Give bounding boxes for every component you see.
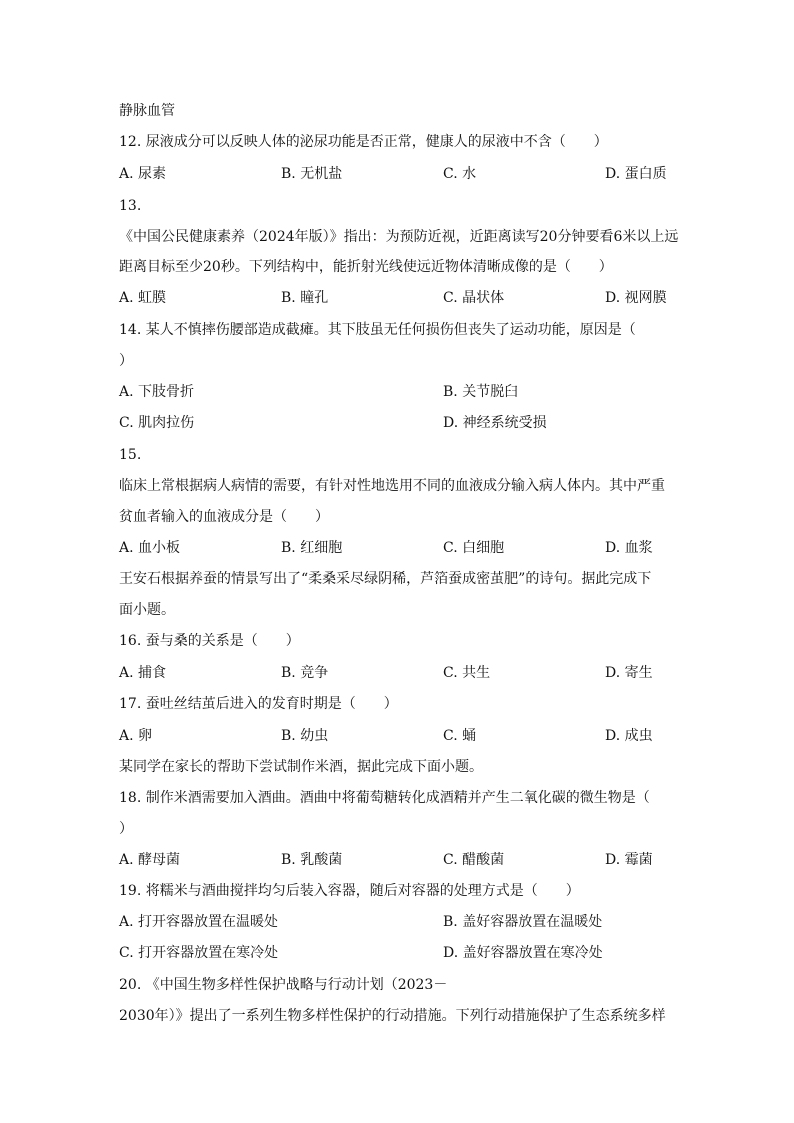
question-14-stem-line2: ） xyxy=(119,353,133,369)
question-17-stem: 17. 蚕吐丝结茧后进入的发育时期是（ ） xyxy=(119,696,398,712)
question-14-stem-line1: 14. 某人不慎摔伤腰部造成截瘫。其下肢虽无任何损伤但丧失了运动功能，原因是（ xyxy=(119,322,636,338)
q13-option-d[interactable]: D. 视网膜 xyxy=(605,290,667,306)
q17-option-a[interactable]: A. 卵 xyxy=(119,728,153,744)
q19-option-d[interactable]: D. 盖好容器放置在寒冷处 xyxy=(443,945,603,961)
passage-rice-wine: 某同学在家长的帮助下尝试制作米酒，据此完成下面小题。 xyxy=(119,759,483,775)
q18-option-c[interactable]: C. 醋酸菌 xyxy=(443,852,505,868)
q13-option-a[interactable]: A. 虹膜 xyxy=(119,290,167,306)
q16-option-d[interactable]: D. 寄生 xyxy=(605,665,653,681)
question-15-number: 15. xyxy=(119,447,142,463)
question-16-stem: 16. 蚕与桑的关系是（ ） xyxy=(119,633,300,649)
question-13-stem-line2: 距离目标至少20秒。下列结构中，能折射光线使远近物体清晰成像的是（ ） xyxy=(119,259,613,275)
q16-option-a[interactable]: A. 捕食 xyxy=(119,665,167,681)
question-18-stem-line2: ） xyxy=(119,821,133,837)
q14-option-b[interactable]: B. 关节脱臼 xyxy=(443,384,519,400)
q12-option-d[interactable]: D. 蛋白质 xyxy=(605,166,667,182)
q18-option-a[interactable]: A. 酵母菌 xyxy=(119,852,181,868)
q15-option-b[interactable]: B. 红细胞 xyxy=(281,540,343,556)
q14-option-a[interactable]: A. 下肢骨折 xyxy=(119,384,195,400)
passage-silkworm-line1: 王安石根据养蚕的情景写出了“柔桑采尽绿阴稀，芦箔蚕成密茧肥”的诗句。据此完成下 xyxy=(119,571,652,587)
q15-option-d[interactable]: D. 血浆 xyxy=(605,540,653,556)
q14-option-c[interactable]: C. 肌肉拉伤 xyxy=(119,415,195,431)
q12-option-a[interactable]: A. 尿素 xyxy=(119,166,167,182)
question-13-number: 13. xyxy=(119,198,142,214)
q12-option-b[interactable]: B. 无机盐 xyxy=(281,166,343,182)
q16-option-b[interactable]: B. 竞争 xyxy=(281,665,329,681)
q19-option-c[interactable]: C. 打开容器放置在寒冷处 xyxy=(119,945,279,961)
q16-option-c[interactable]: C. 共生 xyxy=(443,665,491,681)
q17-option-c[interactable]: C. 蛹 xyxy=(443,728,477,744)
question-15-stem-line1: 临床上常根据病人病情的需要，有针对性地选用不同的血液成分输入病人体内。其中严重 xyxy=(119,478,665,494)
q13-option-c[interactable]: C. 晶状体 xyxy=(443,290,505,306)
q18-option-d[interactable]: D. 霉菌 xyxy=(605,852,653,868)
q19-option-a[interactable]: A. 打开容器放置在温暖处 xyxy=(119,914,279,930)
q18-option-b[interactable]: B. 乳酸菌 xyxy=(281,852,343,868)
passage-silkworm-line2: 面小题。 xyxy=(119,602,175,618)
q19-option-b[interactable]: B. 盖好容器放置在温暖处 xyxy=(443,914,603,930)
q14-option-d[interactable]: D. 神经系统受损 xyxy=(443,415,547,431)
question-19-stem: 19. 将糯米与酒曲搅拌均匀后装入容器，随后对容器的处理方式是（ ） xyxy=(119,883,580,899)
question-13-stem-line1: 《中国公民健康素养（2024年版）》指出：为预防近视，近距离读写20分钟要看6米以上远 xyxy=(119,229,679,245)
q12-option-c[interactable]: C. 水 xyxy=(443,166,477,182)
q17-option-d[interactable]: D. 成虫 xyxy=(605,728,653,744)
question-12-stem: 12. 尿液成分可以反映人体的泌尿功能是否正常，健康人的尿液中不含（ ） xyxy=(119,134,608,150)
q15-option-c[interactable]: C. 白细胞 xyxy=(443,540,505,556)
continuation-text: 静脉血管 xyxy=(119,103,175,119)
question-15-stem-line2: 贫血者输入的血液成分是（ ） xyxy=(119,509,329,525)
q17-option-b[interactable]: B. 幼虫 xyxy=(281,728,329,744)
question-20-stem-line2: 2030年）》提出了一系列生物多样性保护的行动措施。下列行动措施保护了生态系统多样 xyxy=(119,1008,666,1024)
q15-option-a[interactable]: A. 血小板 xyxy=(119,540,181,556)
q13-option-b[interactable]: B. 瞳孔 xyxy=(281,290,329,306)
question-20-stem-line1: 20. 《中国生物多样性保护战略与行动计划（2023－ xyxy=(119,977,448,993)
question-18-stem-line1: 18. 制作米酒需要加入酒曲。酒曲中将葡萄糖转化成酒精并产生二氧化碳的微生物是（ xyxy=(119,790,650,806)
